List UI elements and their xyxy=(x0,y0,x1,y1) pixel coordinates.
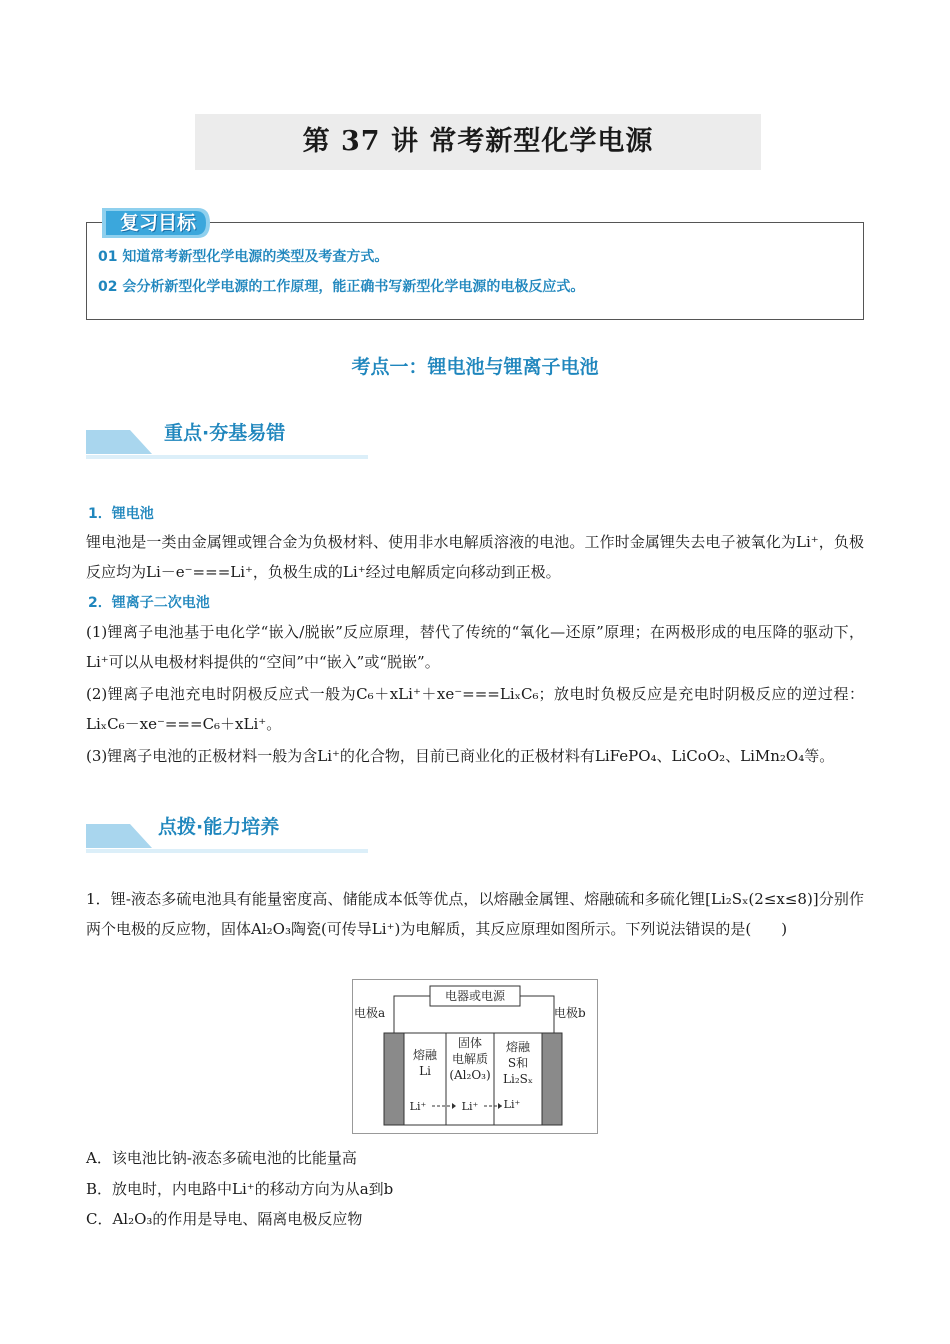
svg-text:熔融: 熔融 xyxy=(412,1048,438,1062)
goals-tag-label: 复习目标 xyxy=(119,212,196,234)
electrode-b-plate xyxy=(542,1033,562,1125)
option-c: C．Al₂O₃的作用是导电、隔离电极反应物 xyxy=(86,1210,363,1228)
option-a: A．该电池比钠-液态多硫电池的比能量高 xyxy=(86,1149,357,1167)
svg-text:熔融: 熔融 xyxy=(505,1040,531,1054)
svg-text:(Al₂O₃): (Al₂O₃) xyxy=(449,1068,491,1082)
band-title-1: 重点·夯基易错 xyxy=(164,422,286,444)
paragraph-lithium-battery: 锂电池是一类由金属锂或锂合金为负极材料、使用非水电解质溶液的电池。工作时金属锂失去电子被氧化为Li⁺，负极反应均为Li－e⁻===Li⁺，负极生成的Li⁺经过电解质定向移动到正极。 xyxy=(86,533,864,581)
section-title: 考点一：锂电池与锂离子电池 xyxy=(351,356,599,378)
electrode-a-label: 电极a xyxy=(354,1006,386,1020)
band-title-2: 点拨·能力培养 xyxy=(158,816,280,838)
paragraph-li-ion-2: (2)锂离子电池充电时阴极反应式一般为C₆＋xLi⁺＋xe⁻===LiₓC₆；放电时负极反应是充电时阴极反应的逆过程：LiₓC₆－xe⁻===C₆＋xLi⁺。 xyxy=(86,685,864,733)
svg-text:电解质: 电解质 xyxy=(451,1052,489,1066)
battery-diagram xyxy=(352,979,598,1134)
electrode-b-label: 电极b xyxy=(554,1006,586,1020)
goal-line-2: 02 会分析新型化学电源的工作原理，能正确书写新型化学电源的电极反应式。 xyxy=(98,279,585,295)
goal-line-1: 01 知道常考新型化学电源的类型及考查方式。 xyxy=(98,249,389,265)
svg-text:Li⁺: Li⁺ xyxy=(409,1100,427,1113)
electrode-a-plate xyxy=(384,1033,404,1125)
paragraph-li-ion-3: (3)锂离子电池的正极材料一般为含Li⁺的化合物，目前已商业化的正极材料有LiFePO₄、LiCoO₂、LiMn₂O₄等。 xyxy=(86,747,835,765)
subheading-lithium-battery: 1．锂电池 xyxy=(88,506,154,522)
svg-text:S和: S和 xyxy=(507,1056,529,1070)
paragraph-li-ion-1: (1)锂离子电池基于电化学“嵌入/脱嵌”反应原理，替代了传统的“氧化—还原”原理；在两极形成的电压降的驱动下，Li⁺可以从电极材料提供的“空间”中“嵌入”或“脱嵌”。 xyxy=(86,623,864,671)
page-title: 第 37 讲 常考新型化学电源 xyxy=(302,126,654,157)
svg-text:Li: Li xyxy=(419,1064,431,1078)
subheading-li-ion-battery: 2．锂离子二次电池 xyxy=(88,595,210,611)
svg-text:Li⁺: Li⁺ xyxy=(461,1100,479,1113)
device-label: 电器或电源 xyxy=(444,989,506,1003)
question-stem: 1．锂-液态多硫电池具有能量密度高、储能成本低等优点，以熔融金属锂、熔融硫和多硫化锂[Li₂Sₓ(2≤x≤8)]分别作两个电极的反应物，固体Al₂O₃陶瓷(可传导Li⁺)为电解质，其反应原理如图所示。下列说法错误的是( ) xyxy=(86,890,864,938)
svg-text:Li⁺: Li⁺ xyxy=(503,1098,521,1111)
svg-text:Li₂Sₓ: Li₂Sₓ xyxy=(503,1072,533,1086)
svg-text:固体: 固体 xyxy=(457,1036,483,1050)
option-b: B．放电时，内电路中Li⁺的移动方向为从a到b xyxy=(86,1180,394,1198)
